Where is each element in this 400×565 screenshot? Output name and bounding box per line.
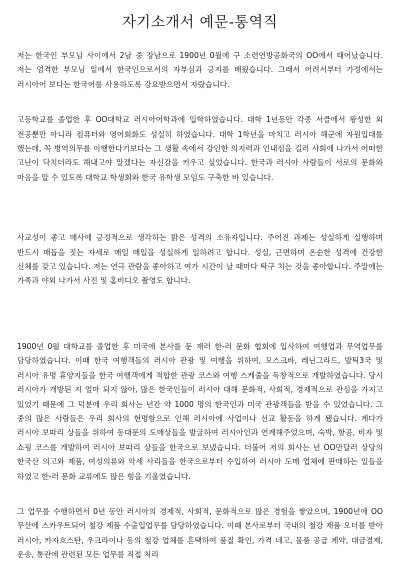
paragraph-personality: 사교성이 좋고 매사에 긍정적으로 생각하는 밝은 성격의 소유자입니다. 주어진 과제는 성실하게 실행하며 반드시 매듭을 짓는 자세로 매일 매일을 성실하게 일하려고 합니다. 성실, 근면하며 온순한 성격에 건강한 신체를 갖고 있습니다. 저는 연극 관람을 좋아하고 여가 시간이 날 때마다 탁구 치는 것을 좋아합니다. 주말에는 가족과 야외 나가서 사진 및 홈비디오 촬영도 합니다.	[17, 233, 383, 286]
document-title: 자기소개서 예문-통역직	[122, 15, 278, 31]
paragraph-career-2: 그 업무를 수행하면서 0년 동안 러시아의 경제적, 사회적, 문화적으로 많은 경험을 쌓았으며, 1900년에 OO 무산에 스카우트되어 철강 제품 수출입업무를 담당하였습니다. 이때 본사로부터 국내의 철강 제품 오더를 받아 러시아, 카자흐스탄, 우크라이나 등의 철강 업체를 흔택하여 품질 확인, 가격 네고, 물품 공급 계약, 대금결제, 운송, 통관에 관련된 모든 업무를 직접 처리	[17, 506, 383, 560]
paragraph-career-1: 1900년 0월 대학교를 졸업한 후 미국에 본사를 둔 재러 한-러 문화 협회에 입사하여 여행업과 무역업무를 담당하였습니다. 이때 한국 여행객들의 러시아 관광 및 여행을 위하여, 모스크바, 레닌그라드, 발틱3국 및 러시아 유명 휴양지들을 한국 여행객에게 적합한 관광 코스와 여행 스케줄을 독창적으로 개발하였습니다. 당시 러시아가 개방된 지 얼마 되지 않아, 많은 한국인들이 러시아 대해 문화적, 사회적, 경제적으로 관심을 가지고 있었기 때문에 그 덕분에 우리 회사는 년간 약 1000 명의 한국인과 미국 관광객들을 받을 수 있었습니다. 그 중의 많은 사람들은 우리 회사의 현명함으로 인해 러시아에 사업이나 선교 활동을 하게 됐습니다. 계다가 러시아 보따리 상들을 위하여 동대문의 도매상들을 발굴하여 러시아인과 연계해주었으며, 숙박, 항공, 비자 및 쇼핑 코스를 개발하여 러시아 보따리 상들을 한국으로 보냈습니다. 더불어 저의 회사는 년 OO만달러 상당의 한국산 의고와 제품, 여성의류와 악세 사리들을 한국으로부터 수입하여 러시아 도매 업체에 판매하는 일들을 하였고 한-러 문화 교류에도 많은 힘을 기울였습니다.	[17, 341, 383, 481]
paragraph-education: 고등학교를 졸업한 후 OO대학교 러시아어학과에 입학하였습니다. 대학 1년동안 각종 서클에서 왕성한 외 전공뿐만 아니라 컴퓨터와 영어회화도 성실히 하였습니다. 대학 1학년을 마치고 러시아 해군에 자원입대를 했는데, 꼭 병역의무를 이행한다기보다는 그 생활 속에서 강인한 의지력과 인내심을 길러 사회에 나가서 어떠한 고난이 닥치더라도 해내고야 말겠다는 자신감을 키우고 싶었습니다. 한국과 러시아 사람들이 서로의 문화와 마음을 알 수 있도록 대학교 학생회와 한국 유학생 모임도 구축한 바 있습니다.	[17, 115, 383, 182]
paragraph-family-background: 저는 한국인 부모님 사이에서 2남 중 장남으로 1900년 0월에 구 소련연방공화국의 OO에서 태어났습니다. 저는 엄격한 부모님 밑에서 한국인으로서의 자부심과 긍지를 배웠습니다. 그래서 어려서부터 가정에서는 러시아어 보다는 한국어를 사용하도록 강요받으면서 자랐습니다.	[17, 51, 383, 89]
